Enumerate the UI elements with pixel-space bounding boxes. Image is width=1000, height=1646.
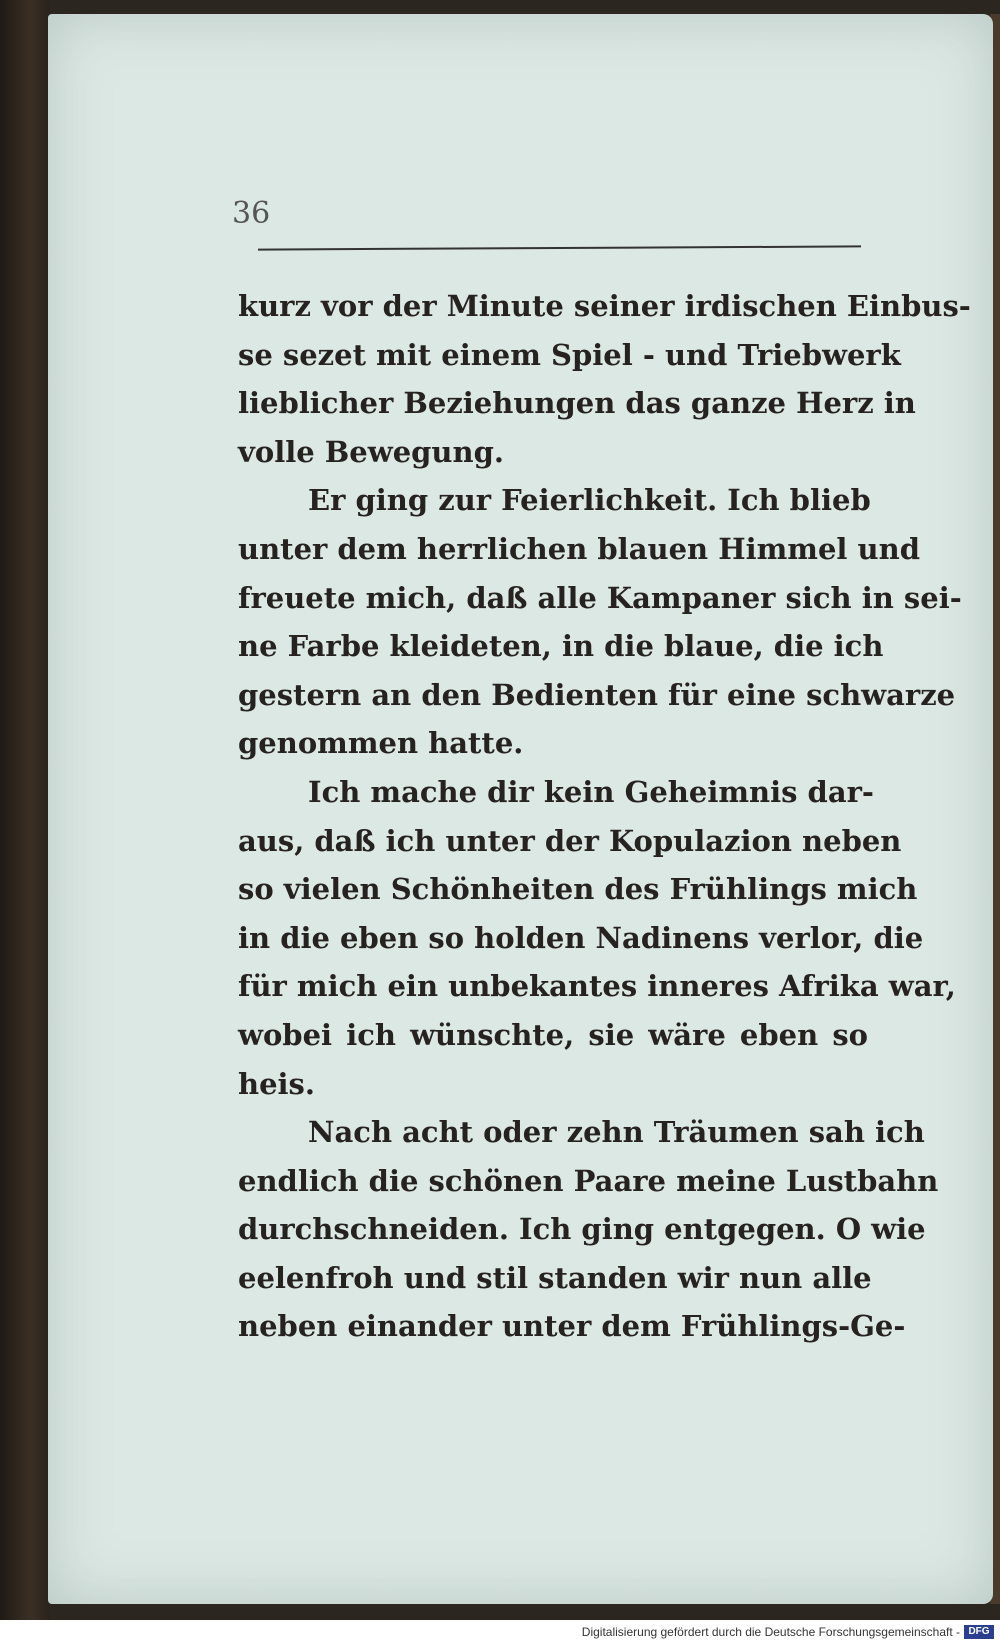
text-line: Er ging zur Feierlichkeit. Ich blieb <box>308 483 871 518</box>
text-line: volle Bewegung. <box>238 434 504 469</box>
funding-credit: Digitalisierung gefördert durch die Deutsche Forschungsgemeinschaft - <box>581 1625 960 1639</box>
text-line: in die eben so holden Nadinens verlor, die <box>238 920 924 955</box>
paragraph <box>238 768 956 1108</box>
text-line: lieblicher Beziehungen das ganze Herz in <box>238 386 916 421</box>
body-text <box>238 282 971 1351</box>
text-line: heis. <box>238 1066 315 1101</box>
text-line: wobei ich wünschte, sie wäre eben so <box>238 1017 868 1052</box>
text-line: für mich ein unbekantes inneres Afrika war, <box>238 969 956 1004</box>
text-line: genommen hatte. <box>238 726 524 761</box>
text-line: so vielen Schönheiten des Frühlings mich <box>238 872 918 907</box>
text-line: aus, daß ich unter der Kopulazion neben <box>238 823 902 858</box>
text-line: freuete mich, daß alle Kampaner sich in sei- <box>238 580 962 615</box>
footer-bar <box>0 1620 1000 1646</box>
paragraph <box>238 282 971 476</box>
text-line: neben einander unter dem Frühlings-Ge- <box>238 1309 906 1344</box>
dfg-logo: DFG <box>964 1625 994 1639</box>
text-line: eelenfroh und stil standen wir nun alle <box>238 1260 872 1295</box>
paragraph <box>238 1108 939 1351</box>
text-line: endlich die schönen Paare meine Lustbahn <box>238 1163 939 1198</box>
text-line: gestern an den Bedienten für eine schwarze <box>238 677 956 712</box>
text-line: unter dem herrlichen blauen Himmel und <box>238 531 920 566</box>
text-line: se sezet mit einem Spiel - und Triebwerk <box>238 337 901 372</box>
paragraph <box>238 476 962 768</box>
text-line: Nach acht oder zehn Träumen sah ich <box>308 1115 925 1150</box>
text-line: Ich mache dir kein Geheimnis dar- <box>308 774 874 809</box>
text-line: durchschneiden. Ich ging entgegen. O wie <box>238 1212 926 1247</box>
text-line: ne Farbe kleideten, in die blaue, die ich <box>238 629 884 664</box>
book-spine <box>0 0 50 1620</box>
page-number: 36 <box>232 196 271 231</box>
text-line: kurz vor der Minute seiner irdischen Einbus- <box>238 289 971 323</box>
